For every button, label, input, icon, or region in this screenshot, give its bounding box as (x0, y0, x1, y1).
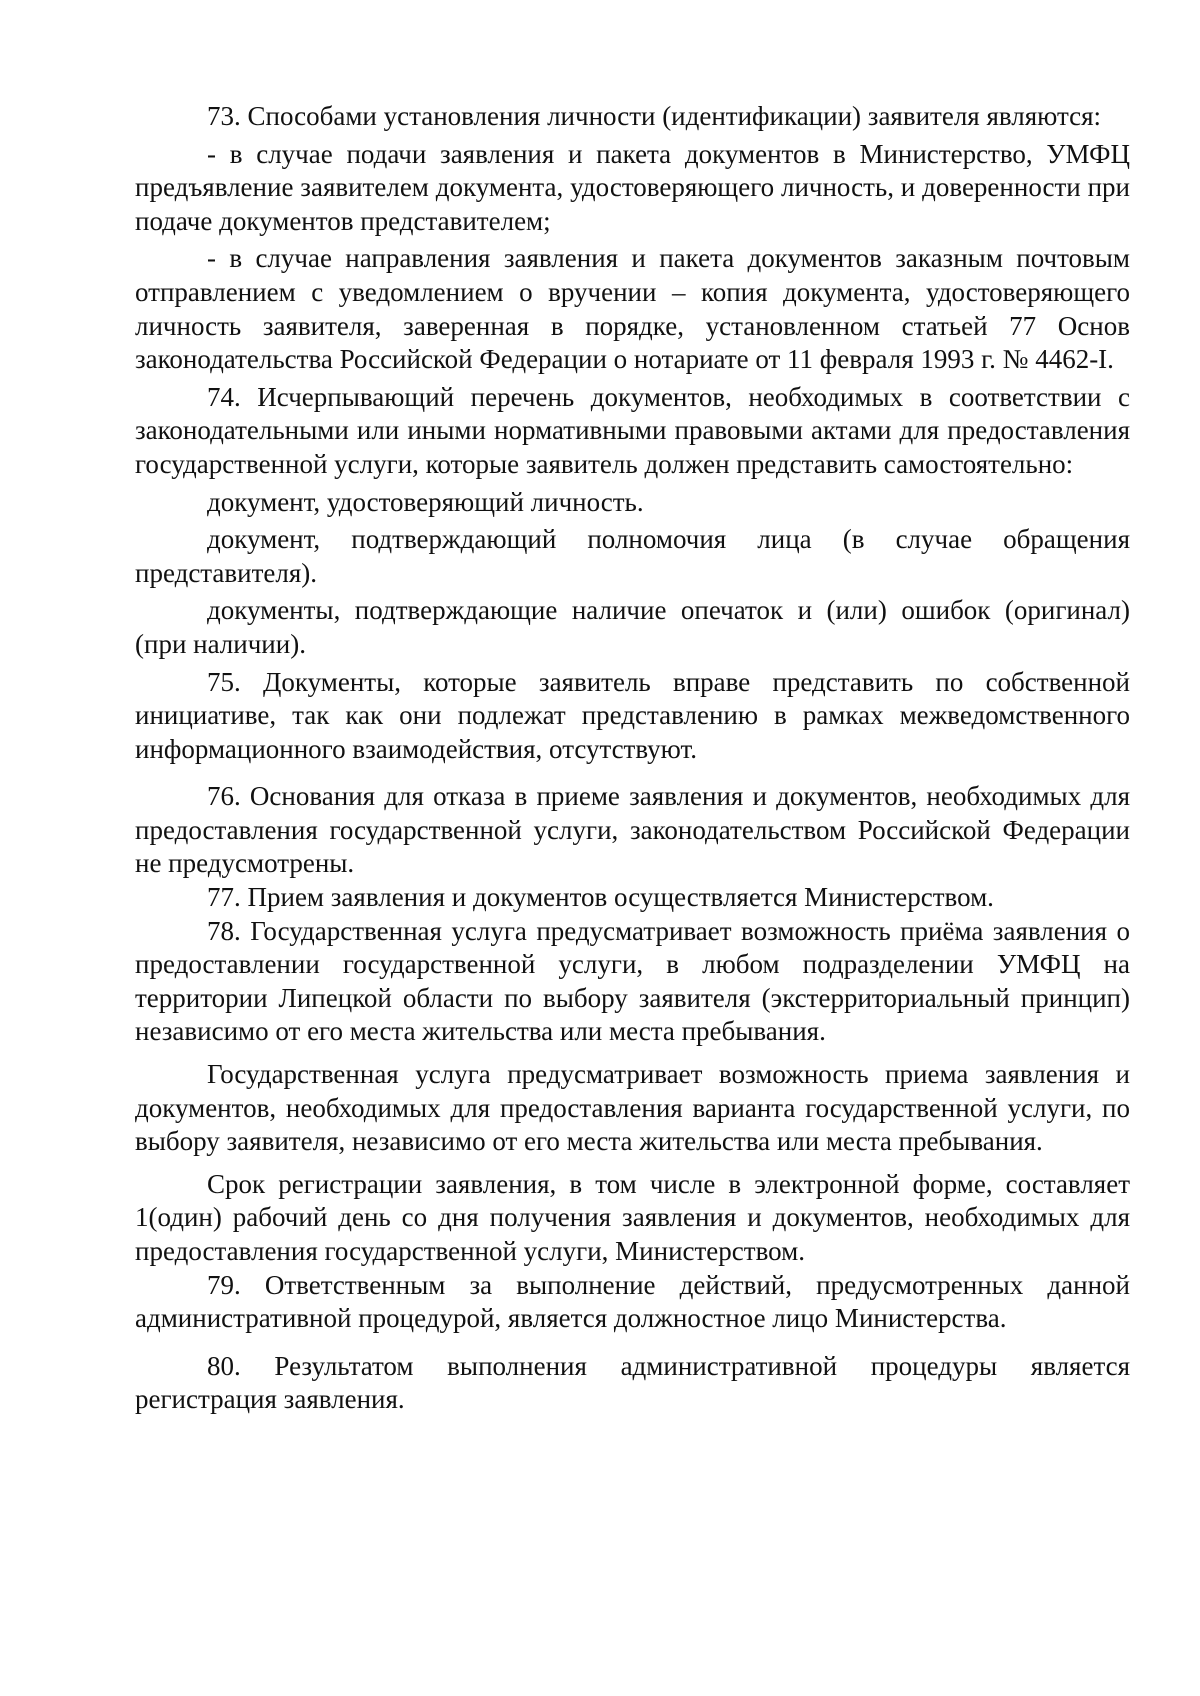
document-body (135, 100, 1130, 1417)
paragraph-73: 73. Способами установления личности (идентификации) заявителя являются: (207, 101, 1102, 131)
paragraph-77: 77. Прием заявления и документов осуществляется Министерством. (207, 882, 994, 913)
paragraph-78: 78. Государственная услуга предусматривает возможность приёма заявления о предоставлении государственной услуги, в любом подразделении УМФЦ на территории Липецкой области по выбору заявителя (экстерриториальный принцип) независимо от его места жительства или места пребывания. (135, 915, 1130, 1047)
paragraph-75: 75. Документы, которые заявитель вправе представить по собственной инициативе, так как они подлежат представлению в рамках межведомственного информационного взаимодействия, отсутствуют. (135, 666, 1130, 764)
paragraph-74-item-authority: документ, подтверждающий полномочия лица (в случае обращения представителя). (135, 524, 1130, 588)
paragraph-76: 76. Основания для отказа в приеме заявления и документов, необходимых для предоставления государственной услуги, законодательством Российской Федерации не предусмотрены. (135, 781, 1130, 879)
paragraph-74-item-identity: документ, удостоверяющий личность. (207, 486, 644, 517)
paragraph-73-item-mail: - в случае направления заявления и пакета документов заказным почтовым отправлением с уведомлением о вручении – копия документа, удостоверяющего личность заявителя, заверенная в порядке, установленном статьей 77 Основ законодательства Российской Федерации о нотариате от 11 февраля 1993 г. № 4462-I. (135, 243, 1130, 375)
paragraph-74: 74. Исчерпывающий перечень документов, необходимых в соответствии с законодательными или иными нормативными правовыми актами для предоставления государственной услуги, которые заявитель должен представить самостоятельно: (135, 381, 1130, 479)
paragraph-78-extraterritorial: Государственная услуга предусматривает возможность приема заявления и документов, необходимых для предоставления варианта государственной услуги, по выбору заявителя, независимо от его места жительства или места пребывания. (135, 1059, 1130, 1157)
paragraph-78-registration-term: Срок регистрации заявления, в том числе в электронной форме, составляет 1(один) рабочий день со дня получения заявления и документов, необходимых для предоставления государственной услуги, Министерством. (135, 1168, 1130, 1266)
paragraph-74-item-errors: документы, подтверждающие наличие опечаток и (или) ошибок (оригинал) (при наличии). (135, 595, 1130, 659)
paragraph-80: 80. Результатом выполнения административной процедуры является регистрация заявления. (135, 1350, 1130, 1415)
paragraph-73-item-ministry: - в случае подачи заявления и пакета документов в Министерство, УМФЦ предъявление заявителем документа, удостоверяющего личность, и доверенности при подаче документов представителем; (135, 138, 1130, 236)
paragraph-79: 79. Ответственным за выполнение действий, предусмотренных данной административной процедурой, является должностное лицо Министерства. (135, 1269, 1130, 1334)
